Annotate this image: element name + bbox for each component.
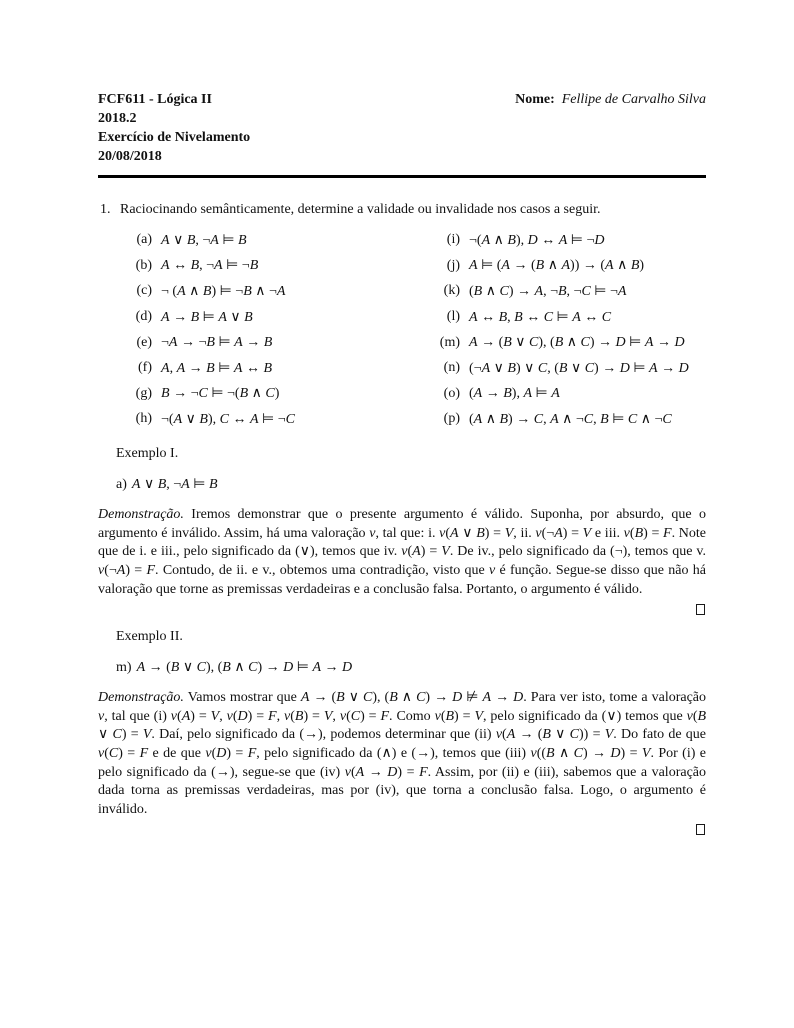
problem-h <box>126 407 426 433</box>
question-number: 1. <box>100 201 111 217</box>
qed-box-icon <box>696 824 705 835</box>
problem-k <box>426 279 706 305</box>
example-1-item-label: a) <box>116 477 127 493</box>
question-text: Raciocinando semânticamente, determine a validade ou invalidade nos casos a seguir. <box>120 201 601 217</box>
problem-formula: A ↔ B, B ↔ C ⊨ A ↔ C <box>469 309 612 325</box>
example-1-proof: Demonstração. Iremos demonstrar que o presente argumento é válido. Suponha, por absurdo, que o argumento é inválido. Assim, há uma valoração v, tal que: i. v(A ∨ B) = V, ii. v(¬A) = V e iii. v(B) = F. Note que de i. e iii., pelo significado da (∨), temos que iv. v(A) = V. De iv., pelo significado da (¬), temos que v. v(¬A) = F. Contudo, de ii. e v., obtemos uma contradição, visto que v é função. Segue-se disso que não há valoração que torne as premissas verdadeiras e a conclusão falsa. Portanto, o argumento é válido. <box>98 507 707 597</box>
problem-c <box>126 279 426 305</box>
problem-label: (n) <box>443 360 460 376</box>
problem-formula: B → ¬C ⊨ ¬(B ∧ C) <box>161 386 280 402</box>
problem-m <box>426 330 706 356</box>
problem-formula: A ⊨ (A → (B ∧ A)) → (A ∧ B) <box>469 258 645 274</box>
header-rule <box>98 175 706 178</box>
example-2-proof: Demonstração. Vamos mostrar que A → (B ∨ C), (B ∧ C) → D ⊭ A → D. Para ver isto, tome a valoração v, tal que (i) v(A) = V, v(D) = F, v(B) = V, v(C) = F. Como v(B) = V, pelo significado da (∨) temos que v(B ∨ C) = V. Daí, pelo significado da (→), podemos determinar que (ii) v(A → (B ∨ C)) = V. Do fato de que v(C) = F e de que v(D) = F, pelo significado da (∧) e (→), temos que (iii) v((B ∧ C) → D) = V. Por (i) e pelo significado da (→), segue-se que (iv) v(A → D) = F. Assim, por (ii) e (iii), sabemos que a valoração dada torna as premissas verdadeiras, mas por (iv), que torna a conclusão falsa. Logo, o argumento é inválido. <box>98 690 707 817</box>
name-label: Nome: <box>515 92 555 107</box>
example-1-heading: Exemplo I. <box>116 446 179 462</box>
header-left-block <box>98 90 250 166</box>
problem-formula: (B ∧ C) → A, ¬B, ¬C ⊨ ¬A <box>469 283 627 299</box>
problem-formula: A ↔ B, ¬A ⊨ ¬B <box>161 258 259 274</box>
problem-a <box>126 228 426 254</box>
problem-label: (j) <box>446 257 460 273</box>
problem-d <box>126 304 426 330</box>
example-2-item-formula: A → (B ∨ C), (B ∧ C) → D ⊨ A → D <box>136 660 353 676</box>
header <box>98 90 706 166</box>
document-title: Exercício de Nivelamento <box>98 130 251 145</box>
question-1 <box>98 202 706 218</box>
problem-label: (p) <box>443 411 460 427</box>
course-term: 2018.2 <box>98 111 137 126</box>
problem-l <box>426 304 706 330</box>
example-1-item <box>116 476 706 493</box>
problem-n <box>426 355 706 381</box>
problem-g <box>126 381 426 407</box>
problem-label: (m) <box>439 334 460 350</box>
problem-label: (a) <box>136 232 152 248</box>
example-2-item-label: m) <box>116 660 132 676</box>
problem-label: (h) <box>135 411 152 427</box>
problem-label: (l) <box>446 309 460 325</box>
problem-formula: A ∨ B, ¬A ⊨ B <box>161 232 247 248</box>
problem-b <box>126 253 426 279</box>
problem-label: (c) <box>136 283 152 299</box>
student-name: Fellipe de Carvalho Silva <box>561 92 706 107</box>
problem-formula: ¬A → ¬B ⊨ A → B <box>161 335 273 351</box>
problem-p <box>426 407 706 433</box>
header-right-block <box>515 90 706 109</box>
problem-e <box>126 330 426 356</box>
problem-formula: ¬ (A ∧ B) ⊨ ¬B ∧ ¬A <box>161 283 286 299</box>
problem-formula: (A ∧ B) → C, A ∧ ¬C, B ⊨ C ∧ ¬C <box>469 411 672 427</box>
example-2-item <box>116 659 706 676</box>
problem-formula: A, A → B ⊨ A ↔ B <box>161 360 273 376</box>
problem-formula: A → B ⊨ A ∨ B <box>161 309 253 325</box>
problem-column-right <box>426 228 706 433</box>
problem-formula: (¬A ∨ B) ∨ C, (B ∨ C) → D ⊨ A → D <box>469 360 689 376</box>
problem-label: (o) <box>443 385 460 401</box>
problem-label: (g) <box>135 385 152 401</box>
problem-label: (e) <box>136 334 152 350</box>
problem-f <box>126 355 426 381</box>
problem-label: (b) <box>135 257 152 273</box>
problem-formula: (A → B), A ⊨ A <box>469 386 560 402</box>
problem-label: (f) <box>138 360 152 376</box>
example-1-item-formula: A ∨ B, ¬A ⊨ B <box>131 477 218 493</box>
problem-label: (k) <box>443 283 460 299</box>
qed-box-icon <box>696 604 705 615</box>
problem-formula: ¬(A ∧ B), D ↔ A ⊨ ¬D <box>469 232 605 248</box>
example-2-heading: Exemplo II. <box>116 629 183 645</box>
problem-j <box>426 253 706 279</box>
course-code: FCF611 - Lógica II <box>98 92 212 107</box>
problem-label: (i) <box>446 232 460 248</box>
problem-list <box>126 228 706 433</box>
problem-column-left <box>126 228 426 433</box>
document-date: 20/08/2018 <box>98 149 162 164</box>
problem-o <box>426 381 706 407</box>
problem-formula: A → (B ∨ C), (B ∧ C) → D ⊨ A → D <box>469 335 685 351</box>
problem-formula: ¬(A ∨ B), C ↔ A ⊨ ¬C <box>161 411 295 427</box>
problem-label: (d) <box>135 309 152 325</box>
problem-i <box>426 228 706 254</box>
